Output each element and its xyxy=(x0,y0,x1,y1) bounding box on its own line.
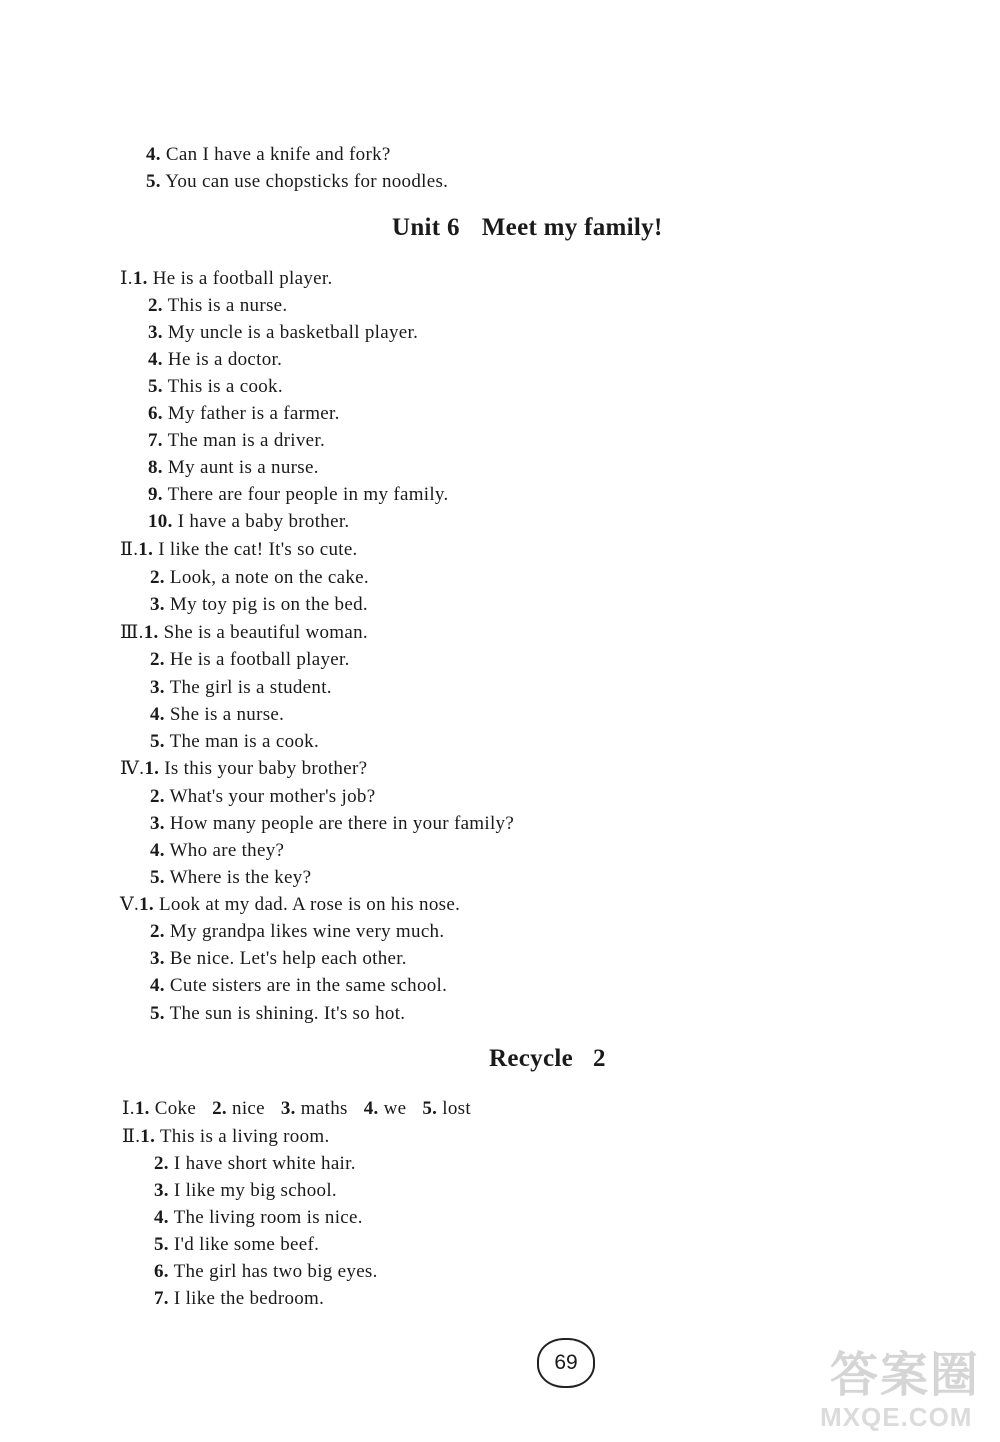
list-item: 2. My grandpa likes wine very much. xyxy=(150,921,445,942)
list-item: 2. He is a football player. xyxy=(150,649,350,670)
list-item: 2. What's your mother's job? xyxy=(150,786,376,807)
list-item: 4. Can I have a knife and fork? xyxy=(146,144,391,165)
section-marker: Ⅴ. xyxy=(120,894,140,915)
list-item: 3. How many people are there in your family? xyxy=(150,813,515,834)
list-item: Ⅳ.1. Is this your baby brother? xyxy=(120,758,368,779)
list-item: Ⅱ.1. I like the cat! It's so cute. xyxy=(120,539,358,560)
list-item: 4. She is a nurse. xyxy=(150,704,285,725)
list-item: 7. I like the bedroom. xyxy=(154,1288,325,1309)
list-item: 6. The girl has two big eyes. xyxy=(154,1261,378,1282)
list-item: 7. The man is a driver. xyxy=(148,430,326,451)
list-item: 5. This is a cook. xyxy=(148,376,283,397)
list-item: 1. Coke xyxy=(134,1098,197,1119)
list-item: 4. Who are they? xyxy=(150,840,285,861)
list-item: Ⅱ.1. This is a living room. xyxy=(122,1126,330,1147)
section-marker: Ⅳ. xyxy=(120,758,145,779)
watermark-logo xyxy=(812,1336,992,1436)
list-item: 3. The girl is a student. xyxy=(150,677,332,698)
list-item: 4. Cute sisters are in the same school. xyxy=(150,975,448,996)
list-item: 3. My toy pig is on the bed. xyxy=(150,594,368,615)
section-marker: Ⅱ. xyxy=(120,539,139,560)
list-item: 2. This is a nurse. xyxy=(148,295,288,316)
list-item: 2. Look, a note on the cake. xyxy=(150,567,369,588)
list-item: 5. I'd like some beef. xyxy=(154,1234,320,1255)
recycle-2-title: Recycle 2 xyxy=(489,1045,606,1072)
section-marker: Ⅰ. xyxy=(122,1098,135,1119)
list-item: 3. maths xyxy=(280,1098,348,1119)
list-item: Ⅰ.1. He is a football player. xyxy=(120,268,333,289)
inline-answers xyxy=(122,1098,471,1120)
list-item: 5. lost xyxy=(422,1098,471,1119)
list-item: 3. My uncle is a basketball player. xyxy=(148,322,419,343)
section-marker: Ⅰ. xyxy=(120,268,133,289)
list-item: 2. nice xyxy=(212,1098,265,1119)
section-marker: Ⅲ. xyxy=(120,622,144,643)
list-item: 9. There are four people in my family. xyxy=(148,484,449,505)
list-item: Ⅴ.1. Look at my dad. A rose is on his nose. xyxy=(120,894,461,915)
list-item: 4. The living room is nice. xyxy=(154,1207,363,1228)
list-item: 8. My aunt is a nurse. xyxy=(148,457,319,478)
list-item: 4. we xyxy=(363,1098,407,1119)
list-item: 10. I have a baby brother. xyxy=(148,511,350,532)
list-item: 3. Be nice. Let's help each other. xyxy=(150,948,407,969)
section-marker: Ⅱ. xyxy=(122,1126,141,1147)
unit-6-title: Unit 6 Meet my family! xyxy=(392,214,663,241)
list-item: 2. I have short white hair. xyxy=(154,1153,356,1174)
list-item: 5. You can use chopsticks for noodles. xyxy=(146,171,449,192)
list-item: 3. I like my big school. xyxy=(154,1180,337,1201)
watermark-text: 答案圈 xyxy=(830,1347,981,1403)
list-item: 5. The man is a cook. xyxy=(150,731,320,752)
list-item: 4. He is a doctor. xyxy=(148,349,283,370)
list-item: 5. The sun is shining. It's so hot. xyxy=(150,1003,406,1024)
page-number: 69 xyxy=(537,1338,595,1388)
list-item: Ⅲ.1. She is a beautiful woman. xyxy=(120,622,368,643)
watermark-url: MXQE.COM xyxy=(820,1402,973,1432)
list-item: 5. Where is the key? xyxy=(150,867,312,888)
list-item: 6. My father is a farmer. xyxy=(148,403,340,424)
